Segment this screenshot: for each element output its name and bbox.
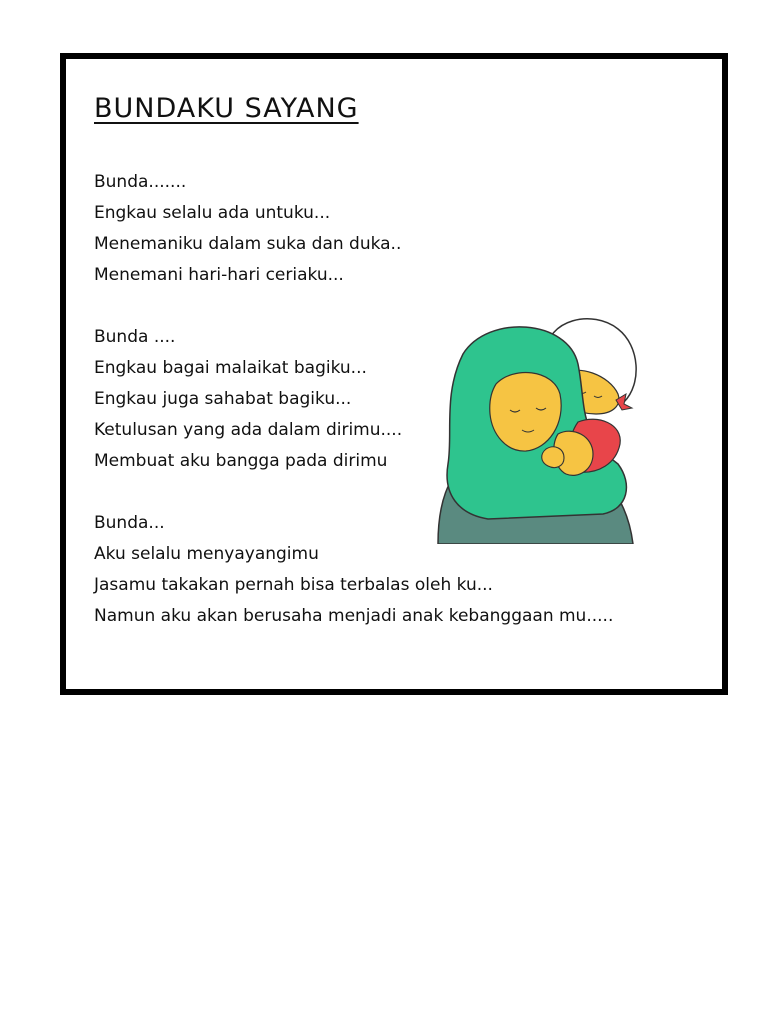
poem-card [60,53,728,695]
poem-line: Namun aku akan berusaha menjadi anak kebanggaan mu..... [94,606,614,626]
child-hand [542,447,564,468]
mother-and-child-hug-icon [428,314,648,544]
poem-line: Bunda....... [94,172,187,192]
poem-line: Bunda... [94,513,165,533]
poem-line: Bunda .... [94,327,176,347]
poem-line: Membuat aku bangga pada dirimu [94,451,388,471]
poem-line: Menemani hari-hari ceriaku... [94,265,344,285]
poem-line: Jasamu takakan pernah bisa terbalas oleh ku... [94,575,493,595]
stanza-2 [94,322,402,477]
stanza-1 [94,167,401,291]
poem-line: Ketulusan yang ada dalam dirimu.... [94,420,403,440]
poem-title: BUNDAKU SAYANG [94,93,359,124]
poem-line: Menemaniku dalam suka dan duka.. [94,234,402,254]
poem-line: Aku selalu menyayangimu [94,544,319,564]
poem-line: Engkau juga sahabat bagiku... [94,389,352,409]
poem-line: Engkau selalu ada untuku... [94,203,331,223]
poem-line: Engkau bagai malaikat bagiku... [94,358,367,378]
